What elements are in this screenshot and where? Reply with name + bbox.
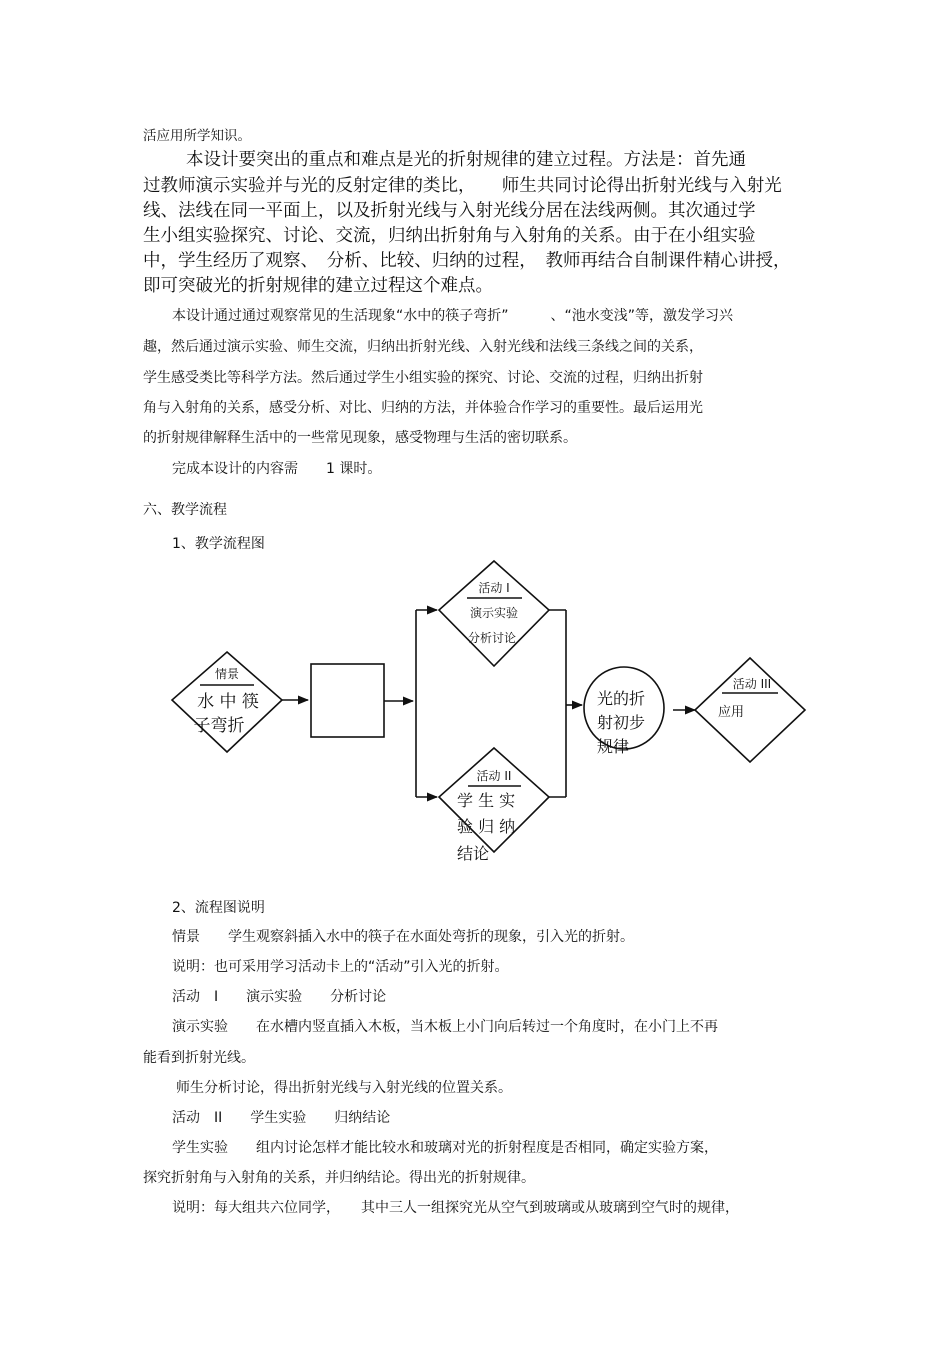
section-heading: 六、教学流程 — [143, 502, 227, 518]
text-line: 过教师演示实验并与光的反射定律的类比， 师生共同讨论得出折射光线与入射光 — [143, 176, 782, 196]
text-line: 学生感受类比等科学方法。然后通过学生小组实验的探究、讨论、交流的过程，归纳出折射 — [143, 370, 703, 386]
activity-3-diamond — [695, 658, 805, 762]
text-line: 的折射规律解释生活中的一些常见现象，感受物理与生活的密切联系。 — [143, 430, 577, 446]
activity-1-head: 活动 I — [478, 581, 510, 595]
text-line: 情景 学生观察斜插入水中的筷子在水面处弯折的现象，引入光的折射。 — [172, 929, 634, 945]
activity-3-head: 活动 III — [732, 677, 772, 691]
text-line: 师生分析讨论，得出折射光线与入射光线的位置关系。 — [176, 1080, 512, 1096]
subsection-heading: 2、流程图说明 — [172, 900, 265, 916]
text-line: 即可突破光的折射规律的建立过程这个难点。 — [143, 276, 493, 296]
subsection-heading: 1、教学流程图 — [172, 536, 265, 552]
law-text: 射初步 — [597, 713, 646, 732]
activity-2-text: 验 归 纳 — [457, 817, 516, 836]
activity-1-text: 演示实验 — [469, 606, 519, 620]
scene-text: 子弯折 — [193, 716, 245, 736]
empty-box — [311, 664, 384, 737]
scene-text: 水 中 筷 — [197, 692, 259, 712]
text-line: 角与入射角的关系，感受分析、对比、归纳的方法，并体验合作学习的重要性。最后运用光 — [143, 400, 703, 416]
text-line: 本设计要突出的重点和难点是光的折射规律的建立过程。方法是：首先通 — [186, 150, 746, 170]
text-line: 本设计通过通过观察常见的生活现象“水中的筷子弯折” 、“池水变浅”等，激发学习兴 — [172, 308, 734, 324]
activity-1-text: 分析讨论 — [467, 631, 517, 645]
scene-head: 情景 — [214, 667, 240, 681]
text-line: 趣，然后通过演示实验、师生交流，归纳出折射光线、入射光线和法线三条线之间的关系， — [143, 339, 703, 355]
text-line: 说明：每大组共六位同学， 其中三人一组探究光从空气到玻璃或从玻璃到空气时的规律， — [172, 1200, 739, 1216]
text-line: 活应用所学知识。 — [143, 128, 251, 144]
text-line: 能看到折射光线。 — [143, 1050, 255, 1066]
activity-2-text: 结论 — [457, 844, 490, 863]
text-line: 活动 II 学生实验 归纳结论 — [172, 1110, 391, 1126]
text-line: 完成本设计的内容需 1 课时。 — [172, 461, 382, 477]
activity-2-head: 活动 II — [476, 769, 512, 783]
activity-3-text: 应用 — [718, 705, 745, 720]
law-text: 规律 — [597, 737, 630, 756]
text-line: 中，学生经历了观察、 分析、比较、归纳的过程， 教师再结合自制课件精心讲授， — [143, 251, 791, 271]
activity-2-text: 学 生 实 — [457, 791, 516, 810]
law-text: 光的折 — [597, 689, 646, 708]
text-line: 演示实验 在水槽内竖直插入木板，当木板上小门向后转过一个角度时，在小门上不再 — [172, 1019, 718, 1035]
text-line: 探究折射角与入射角的关系，并归纳结论。得出光的折射规律。 — [143, 1170, 535, 1186]
text-line: 生小组实验探究、讨论、交流，归纳出折射角与入射角的关系。由于在小组实验 — [143, 226, 756, 246]
text-line: 说明：也可采用学习活动卡上的“活动”引入光的折射。 — [172, 959, 509, 975]
text-line: 活动 I 演示实验 分析讨论 — [172, 989, 387, 1005]
text-line: 线、法线在同一平面上，以及折射光线与入射光线分居在法线两侧。其次通过学 — [143, 201, 756, 221]
text-line: 学生实验 组内讨论怎样才能比较水和玻璃对光的折射程度是否相同，确定实验方案， — [172, 1140, 718, 1156]
